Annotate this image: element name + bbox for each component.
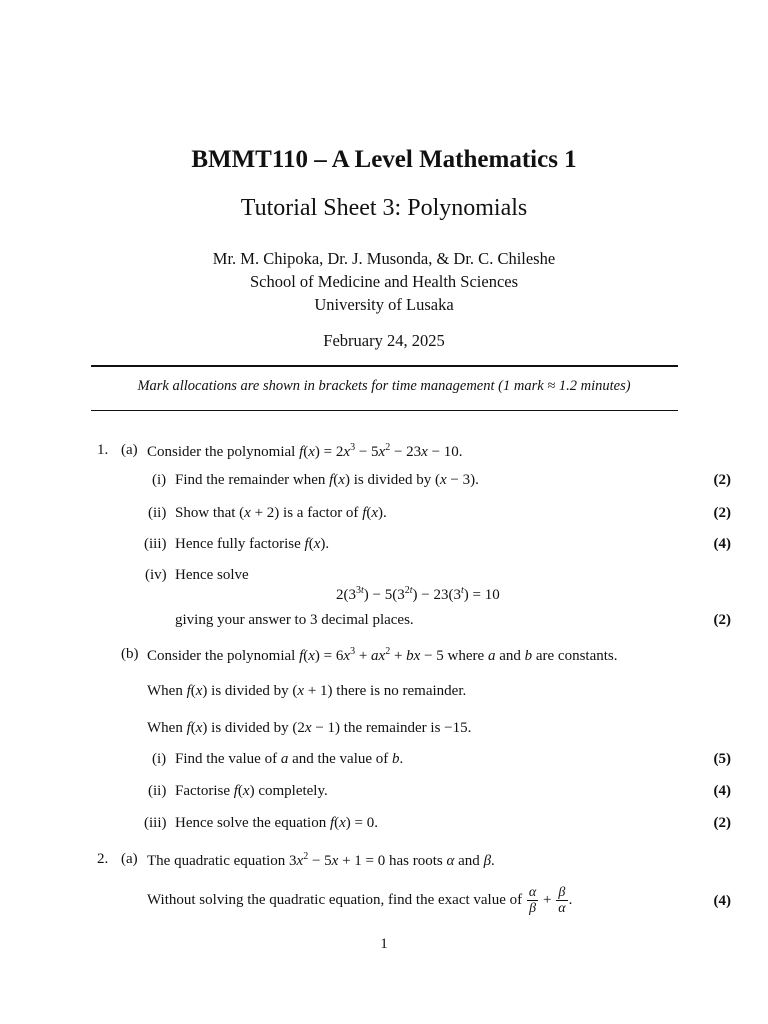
q1b-line2: When f(x) is divided by (x + 1) there is no remainder. xyxy=(147,683,467,699)
q1a-ii-label: (ii) xyxy=(148,505,167,521)
q1b-i-text: Find the value of a and the value of b. xyxy=(175,751,404,767)
q1a-iv-marks: (2) xyxy=(713,612,731,628)
university: University of Lusaka xyxy=(314,295,454,314)
sheet-title: Tutorial Sheet 3: Polynomials xyxy=(240,195,528,221)
date: February 24, 2025 xyxy=(323,331,445,350)
q1a-ii-marks: (2) xyxy=(713,505,731,521)
q1b-ii-marks: (4) xyxy=(713,783,731,799)
school: School of Medicine and Health Sciences xyxy=(249,272,519,291)
q1b-i-label: (i) xyxy=(152,751,167,767)
q1a-label: (a) xyxy=(121,442,138,458)
q1b-ii-text: Factorise f(x) completely. xyxy=(175,783,328,799)
q1a-iii-marks: (4) xyxy=(713,536,731,552)
q1b-iii-text: Hence solve the equation f(x) = 0. xyxy=(175,815,379,831)
q1a-iv-equation: $2(3^{3t}) - 5(3^{2t}) - 23(3^t) = 10$ xyxy=(336,585,500,603)
q2a-label: (a) xyxy=(121,851,138,867)
q1-number: 1. xyxy=(97,442,109,458)
authors: Mr. M. Chipoka, Dr. J. Musonda, & Dr. C. Chileshe xyxy=(212,249,556,268)
q1a-ii-text: Show that (x + 2) is a factor of f(x). xyxy=(175,505,387,521)
q1b-line3: When f(x) is divided by (2x − 1) the remainder is −15. xyxy=(147,720,472,736)
q2a-stem: The quadratic equation $3x^2 - 5x + 1 = 0$ has roots α and β. xyxy=(147,851,495,869)
q1b-iii-label: (iii) xyxy=(144,815,167,831)
q2-number: 2. xyxy=(97,851,109,867)
course-title: BMMT110 – A Level Mathematics 1 xyxy=(191,146,577,173)
q1b-iii-marks: (2) xyxy=(713,815,731,831)
q1b-ii-label: (ii) xyxy=(148,783,167,799)
top-rule xyxy=(91,365,678,367)
q1a-iv-text: Hence solve xyxy=(175,567,249,583)
q1a-iii-text: Hence fully factorise f(x). xyxy=(175,536,330,552)
marks-note: Mark allocations are shown in brackets for time management (1 mark ≈ 1.2 minutes) xyxy=(137,378,631,394)
q1a-stem: Consider the polynomial $f(x) = 2x^3 - 5x^2 - 23x - 10$. xyxy=(147,442,463,460)
q2a-marks: (4) xyxy=(713,893,731,909)
q1b-label: (b) xyxy=(121,646,139,662)
q1a-iv-followup: giving your answer to 3 decimal places. xyxy=(175,612,414,628)
bottom-rule xyxy=(91,410,678,411)
q1a-iv-label: (iv) xyxy=(145,567,167,583)
q1a-i-label: (i) xyxy=(152,472,167,488)
q1a-i-text: Find the remainder when f(x) is divided by (x − 3). xyxy=(175,472,479,488)
q2a-instruction: Without solving the quadratic equation, find the exact value of $\frac{\alpha}{\beta}$ + $\frac{\beta}{\alpha}$ . xyxy=(147,885,573,916)
page-number: 1 xyxy=(380,936,388,952)
q1b-i-marks: (5) xyxy=(713,751,731,767)
q1a-i-marks: (2) xyxy=(713,472,731,488)
q1b-stem: Consider the polynomial $f(x) = 6x^3 + ax^2$ + bx − 5 where a and b are constants. xyxy=(147,646,618,664)
q1a-iii-label: (iii) xyxy=(144,536,167,552)
